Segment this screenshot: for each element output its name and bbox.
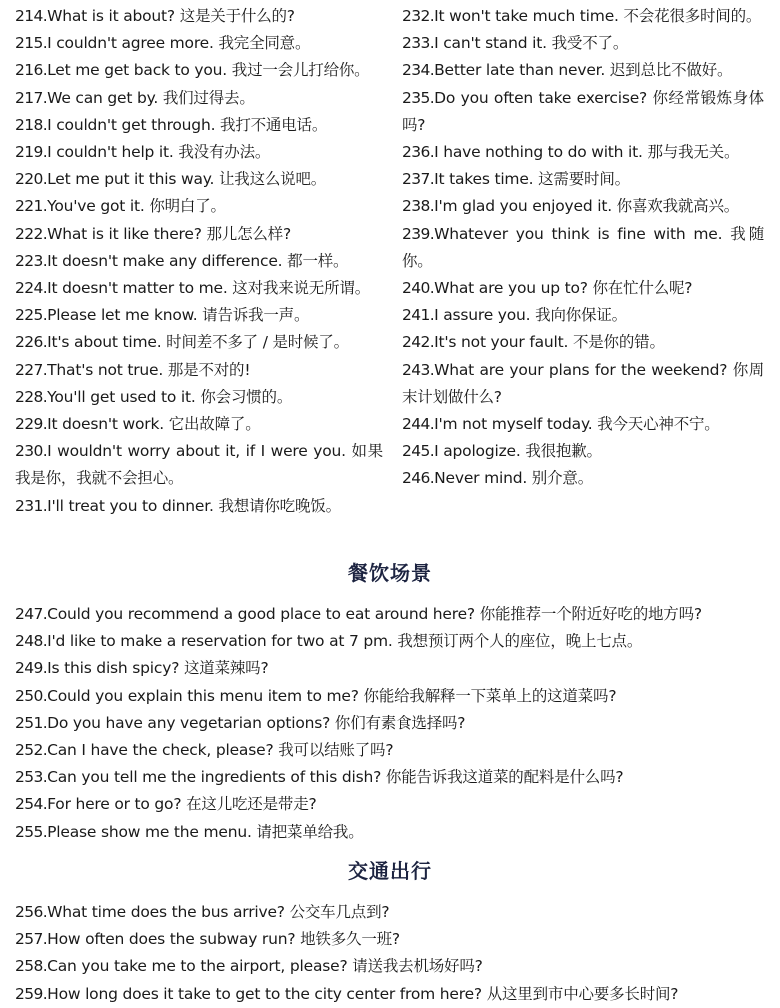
phrase-item — [15, 30, 383, 57]
phrase-item — [15, 221, 383, 248]
phrase-number: 227. — [15, 360, 48, 379]
phrase-chinese: 这是关于什么的? — [179, 7, 295, 25]
phrase-chinese: 我完全同意。 — [218, 34, 311, 53]
phrase-chinese: 你经常锻炼身体吗? — [402, 88, 764, 134]
phrase-number: 226. — [15, 333, 48, 352]
phrase-english: How long does it take to get to the city center from here? — [47, 984, 482, 1003]
phrase-english: It takes time. — [434, 170, 534, 189]
phrase-item — [15, 3, 383, 30]
phrase-item — [15, 166, 383, 193]
phrase-english: I'd like to make a reservation for two at 7 pm. — [47, 632, 393, 651]
phrase-number: 256. — [15, 903, 48, 921]
phrase-item — [402, 166, 764, 193]
phrase-english: What are your plans for the weekend? — [434, 360, 728, 379]
phrase-item — [15, 899, 775, 926]
phrase-english: I have nothing to do with it. — [434, 143, 643, 162]
phrase-english: Can I have the check, please? — [47, 741, 274, 760]
phrase-english: Do you often take exercise? — [434, 88, 648, 107]
phrase-english: Do you have any vegetarian options? — [47, 713, 331, 732]
phrase-number: 243. — [402, 360, 435, 379]
phrase-item — [402, 465, 764, 492]
phrase-number: 220. — [15, 170, 48, 189]
phrase-chinese: 我向你保证。 — [535, 306, 627, 325]
phrase-english: I assure you. — [434, 306, 531, 325]
phrase-chinese: 不会花很多时间的。 — [623, 7, 762, 25]
phrase-chinese: 我打不通电话。 — [220, 115, 328, 134]
phrase-english: It won't take much time. — [434, 7, 619, 25]
phrase-item — [402, 221, 764, 275]
phrase-chinese: 让我这么说吧。 — [218, 170, 327, 189]
phrase-item — [15, 601, 775, 628]
phrase-number: 245. — [402, 442, 435, 461]
phrase-number: 247. — [15, 605, 48, 623]
phrase-chinese: 请把菜单给我。 — [256, 822, 364, 841]
phrase-chinese: 它出故障了。 — [168, 415, 261, 434]
transport-list — [15, 899, 775, 1008]
phrase-item — [15, 329, 383, 356]
phrase-chinese: 都一样。 — [287, 251, 349, 270]
phrase-chinese: 那与我无关。 — [647, 143, 740, 162]
phrase-number: 241. — [402, 306, 435, 325]
phrase-item — [15, 248, 383, 275]
phrase-english: What are you up to? — [434, 279, 588, 298]
phrase-chinese: 时间差不多了 / 是时候了。 — [166, 333, 349, 352]
phrase-item — [15, 57, 383, 84]
phrase-chinese: 我很抱歉。 — [525, 442, 602, 461]
section-heading-transport: 交通出行 — [348, 859, 432, 883]
phrase-english: I'm not myself today. — [434, 415, 593, 434]
phrase-number: 248. — [15, 632, 48, 651]
phrase-item — [402, 275, 764, 302]
phrase-item — [15, 438, 383, 492]
phrase-number: 216. — [15, 61, 48, 80]
phrase-number: 255. — [15, 822, 48, 841]
phrase-item — [402, 30, 764, 57]
phrase-chinese: 请送我去机场好吗? — [352, 957, 483, 976]
phrase-number: 259. — [15, 984, 48, 1003]
phrase-number: 219. — [15, 143, 48, 162]
phrase-english: What is it about? — [47, 7, 175, 25]
phrase-english: It's about time. — [47, 333, 162, 352]
phrase-english: Please let me know. — [47, 306, 198, 325]
phrase-english: It doesn't make any difference. — [47, 251, 283, 270]
phrase-item — [15, 819, 775, 846]
phrase-english: Never mind. — [434, 469, 528, 488]
phrase-chinese: 你周末计划做什么? — [402, 360, 764, 406]
phrase-english: Please show me the menu. — [47, 822, 252, 841]
phrase-english: How often does the subway run? — [47, 930, 296, 949]
phrase-number: 234. — [402, 61, 435, 80]
phrase-chinese: 公交车几点到? — [289, 903, 390, 921]
phrase-number: 246. — [402, 469, 435, 488]
right-column — [402, 3, 764, 493]
phrase-number: 218. — [15, 115, 48, 134]
phrase-english: I'm glad you enjoyed it. — [434, 197, 612, 216]
phrase-chinese: 你能告诉我这道菜的配料是什么吗? — [385, 768, 624, 787]
phrase-chinese: 我随你。 — [402, 224, 764, 270]
phrase-chinese: 不是你的错。 — [572, 333, 665, 352]
phrase-number: 235. — [402, 88, 435, 107]
phrase-item — [15, 981, 775, 1008]
phrase-chinese: 我可以结账了吗? — [278, 741, 394, 760]
phrase-chinese: 迟到总比不做好。 — [609, 61, 733, 80]
phrase-english: For here or to go? — [47, 795, 182, 814]
phrase-number: 236. — [402, 143, 435, 162]
phrase-english: Let me get back to you. — [47, 61, 228, 80]
left-column — [15, 3, 383, 520]
phrase-item — [402, 85, 764, 139]
phrase-item — [15, 357, 383, 384]
phrase-number: 231. — [15, 496, 48, 515]
phrase-english: That's not true. — [47, 360, 164, 379]
phrase-item — [15, 85, 383, 112]
phrase-number: 239. — [402, 224, 435, 243]
phrase-item — [15, 411, 383, 438]
phrase-chinese: 你喜欢我就高兴。 — [616, 197, 740, 216]
phrase-item — [402, 438, 764, 465]
phrase-number: 252. — [15, 741, 48, 760]
phrase-item — [402, 411, 764, 438]
phrase-english: Can you take me to the airport, please? — [47, 957, 348, 976]
phrase-chinese: 你能给我解释一下菜单上的这道菜吗? — [363, 686, 617, 705]
phrase-item — [15, 764, 775, 791]
phrase-item — [15, 384, 383, 411]
phrase-english: I can't stand it. — [434, 34, 547, 53]
phrase-number: 254. — [15, 795, 48, 814]
phrase-chinese: 我今天心神不宁。 — [597, 415, 720, 434]
phrase-number: 229. — [15, 415, 48, 434]
phrase-chinese: 那是不对的! — [167, 360, 251, 379]
phrase-number: 257. — [15, 930, 48, 949]
phrase-english: Is this dish spicy? — [47, 659, 180, 678]
phrase-number: 238. — [402, 197, 435, 216]
phrase-chinese: 这道菜辣吗? — [183, 659, 269, 678]
phrase-english: I'll treat you to dinner. — [47, 496, 214, 515]
phrase-english: Better late than never. — [434, 61, 606, 80]
phrase-chinese: 我受不了。 — [551, 34, 629, 53]
phrase-chinese: 请告诉我一声。 — [202, 306, 310, 325]
phrase-english: I couldn't get through. — [47, 115, 216, 134]
phrase-chinese: 我没有办法。 — [178, 143, 271, 162]
phrase-item — [15, 710, 775, 737]
phrase-number: 215. — [15, 34, 48, 53]
phrase-chinese: 你明白了。 — [149, 197, 226, 216]
phrase-item — [15, 139, 383, 166]
phrase-item — [15, 791, 775, 818]
phrase-number: 217. — [15, 88, 48, 107]
phrase-item — [15, 275, 383, 302]
phrase-chinese: 你能推荐一个附近好吃的地方吗? — [479, 605, 702, 623]
phrase-chinese: 我过一会儿打给你。 — [231, 61, 370, 80]
phrase-item — [15, 302, 383, 329]
phrase-english: We can get by. — [47, 88, 159, 107]
phrase-item — [402, 139, 764, 166]
phrase-english: It doesn't work. — [47, 415, 164, 434]
dining-list — [15, 601, 775, 846]
phrase-item — [15, 655, 775, 682]
phrase-english: I couldn't agree more. — [47, 34, 214, 53]
phrase-item — [402, 357, 764, 411]
phrase-chinese: 你会习惯的。 — [200, 387, 293, 406]
phrase-number: 258. — [15, 957, 48, 976]
phrase-number: 221. — [15, 197, 48, 216]
phrase-chinese: 如果我是你，我就不会担心。 — [15, 442, 383, 488]
phrase-english: You'll get used to it. — [47, 387, 196, 406]
phrase-item — [15, 112, 383, 139]
phrase-item — [402, 193, 764, 220]
phrase-english: Let me put it this way. — [47, 170, 215, 189]
phrase-item — [15, 953, 775, 980]
phrase-english: It doesn't matter to me. — [47, 279, 228, 298]
phrase-number: 250. — [15, 686, 48, 705]
section-heading-dining: 餐饮场景 — [348, 561, 432, 585]
phrase-number: 244. — [402, 415, 435, 434]
phrase-number: 232. — [402, 7, 435, 25]
phrase-number: 249. — [15, 659, 48, 678]
phrase-number: 251. — [15, 713, 48, 732]
phrase-chinese: 别介意。 — [531, 469, 593, 488]
phrase-chinese: 从这里到市中心要多长时间? — [486, 984, 679, 1003]
phrase-english: I couldn't help it. — [47, 143, 174, 162]
phrase-number: 253. — [15, 768, 48, 787]
phrase-english: You've got it. — [47, 197, 145, 216]
phrase-chinese: 这需要时间。 — [538, 170, 630, 189]
phrase-english: What is it like there? — [47, 224, 202, 243]
phrase-chinese: 那儿怎么样? — [206, 224, 291, 243]
phrase-chinese: 你们有素食选择吗? — [334, 713, 466, 732]
phrase-english: I wouldn't worry about it, if I were you. — [47, 442, 346, 461]
phrase-item — [15, 193, 383, 220]
phrase-chinese: 在这儿吃还是带走? — [186, 795, 317, 814]
phrase-chinese: 我想请你吃晚饭。 — [218, 496, 341, 515]
phrase-number: 224. — [15, 279, 48, 298]
phrase-english: Could you explain this menu item to me? — [47, 686, 359, 705]
phrase-item — [402, 302, 764, 329]
phrase-chinese: 地铁多久一班? — [300, 930, 400, 949]
phrase-number: 242. — [402, 333, 435, 352]
phrase-chinese: 我想预订两个人的座位，晚上七点。 — [397, 632, 643, 651]
phrase-english: Could you recommend a good place to eat around here? — [47, 605, 475, 623]
phrase-number: 237. — [402, 170, 435, 189]
phrase-number: 233. — [402, 34, 435, 53]
phrase-english: Whatever you think is fine with me. — [434, 224, 723, 243]
phrase-chinese: 我们过得去。 — [162, 88, 255, 107]
phrase-number: 214. — [15, 7, 48, 25]
phrase-english: It's not your fault. — [434, 333, 569, 352]
phrase-item — [15, 493, 383, 520]
phrase-item — [402, 3, 764, 30]
phrase-number: 223. — [15, 251, 48, 270]
phrase-item — [15, 628, 775, 655]
phrase-number: 240. — [402, 279, 435, 298]
phrase-item — [402, 329, 764, 356]
phrase-number: 230. — [15, 442, 48, 461]
phrase-number: 222. — [15, 224, 48, 243]
phrase-item — [15, 926, 775, 953]
phrase-item — [15, 683, 775, 710]
phrase-number: 225. — [15, 306, 48, 325]
phrase-english: What time does the bus arrive? — [47, 903, 285, 921]
phrase-item — [15, 737, 775, 764]
phrase-number: 228. — [15, 387, 48, 406]
phrase-item — [402, 57, 764, 84]
phrase-english: I apologize. — [434, 442, 521, 461]
phrase-chinese: 你在忙什么呢? — [592, 279, 693, 298]
phrase-chinese: 这对我来说无所谓。 — [232, 279, 370, 298]
phrase-english: Can you tell me the ingredients of this dish? — [47, 768, 382, 787]
